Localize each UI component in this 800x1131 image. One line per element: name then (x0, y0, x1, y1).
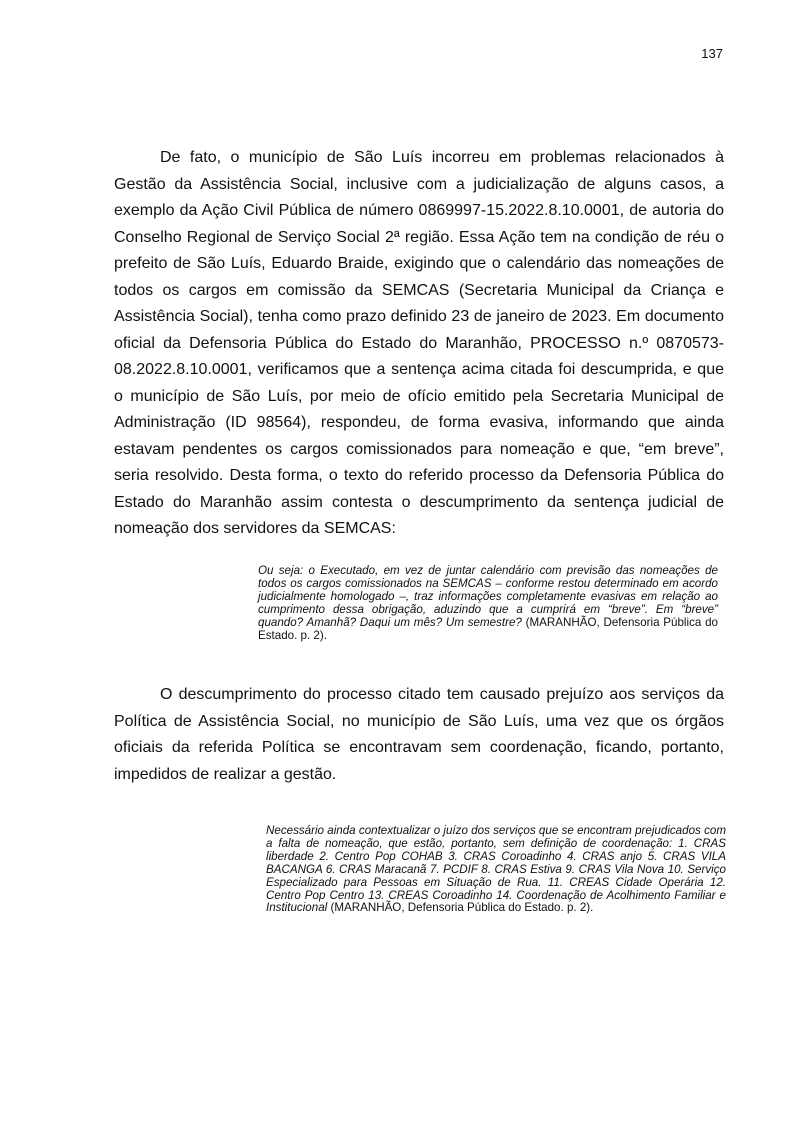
body-paragraph-1 (114, 145, 724, 543)
body-paragraph-2-text: O descumprimento do processo citado tem causado prejuízo aos serviços da Política de Assistência Social, no município de São Luís, uma vez que os órgãos oficiais da referida Política se encontravam sem coordenação, ficando, portanto, impedidos de realizar a gestão. (114, 686, 724, 783)
block-quote-2-text: Necessário ainda contextualizar o juízo dos serviços que se encontram prejudicados com a falta de nomeação, que estão, portanto, sem definição de coordenação: 1. CRAS liberdade 2. Centro Pop COHAB 3. CRAS Coroadinho 4. CRAS anjo 5. CRAS VILA BACANGA 6. CRAS Maracanã 7. PCDIF 8. CRAS Estiva 9. CRAS Vila Nova 10. Serviço Especializado para Pessoas em Situação de Rua. 11. CREAS Cidade Operária 12. Centro Pop Centro 13. CREAS Coroadinho 14. Coordenação de Acolhimento Familiar e Institucional (266, 824, 726, 915)
block-quote-2 (266, 825, 726, 915)
block-quote-1 (258, 565, 718, 642)
block-quote-1-citation: (MARANHÃO, Defensoria Pública do Estado. p. 2). (258, 615, 718, 642)
body-paragraph-2 (114, 682, 724, 788)
block-quote-2-citation: (MARANHÃO, Defensoria Pública do Estado. p. 2). (330, 901, 594, 915)
block-quote-1-text: Ou seja: o Executado, em vez de juntar calendário com previsão das nomeações de todos os cargos comissionados na SEMCAS – conforme restou determinado em acordo judicialmente homologado –, traz informações completamente evasivas em relação ao cumprimento dessa obrigação, aduzindo que a cumprirá em “breve”. Em “breve” quando? Amanhã? Daqui um mês? Um semestre? (258, 564, 718, 629)
page-number: 137 (701, 46, 723, 61)
body-paragraph-1-text: De fato, o município de São Luís incorreu em problemas relacionados à Gestão da Assistência Social, inclusive com a judicialização de alguns casos, a exemplo da Ação Civil Pública de número 0869997-15.2022.8.10.0001, de autoria do Conselho Regional de Serviço Social 2ª região. Essa Ação tem na condição de réu o prefeito de São Luís, Eduardo Braide, exigindo que o calendário das nomeações de todos os cargos em comissão da SEMCAS (Secretaria Municipal da Criança e Assistência Social), tenha como prazo definido 23 de janeiro de 2023. Em documento oficial da Defensoria Pública do Estado do Maranhão, PROCESSO n.º 0870573-08.2022.8.10.0001, verificamos que a sentença acima citada foi descumprida, e que o município de São Luís, por meio de ofício emitido pela Secretaria Municipal de Administração (ID 98564), respondeu, de forma evasiva, informando que ainda estavam pendentes os cargos comissionados para nomeação e que, “em breve”, seria resolvido. Desta forma, o texto do referido processo da Defensoria Pública do Estado do Maranhão assim contesta o descumprimento da sentença judicial de nomeação dos servidores da SEMCAS: (114, 149, 724, 537)
